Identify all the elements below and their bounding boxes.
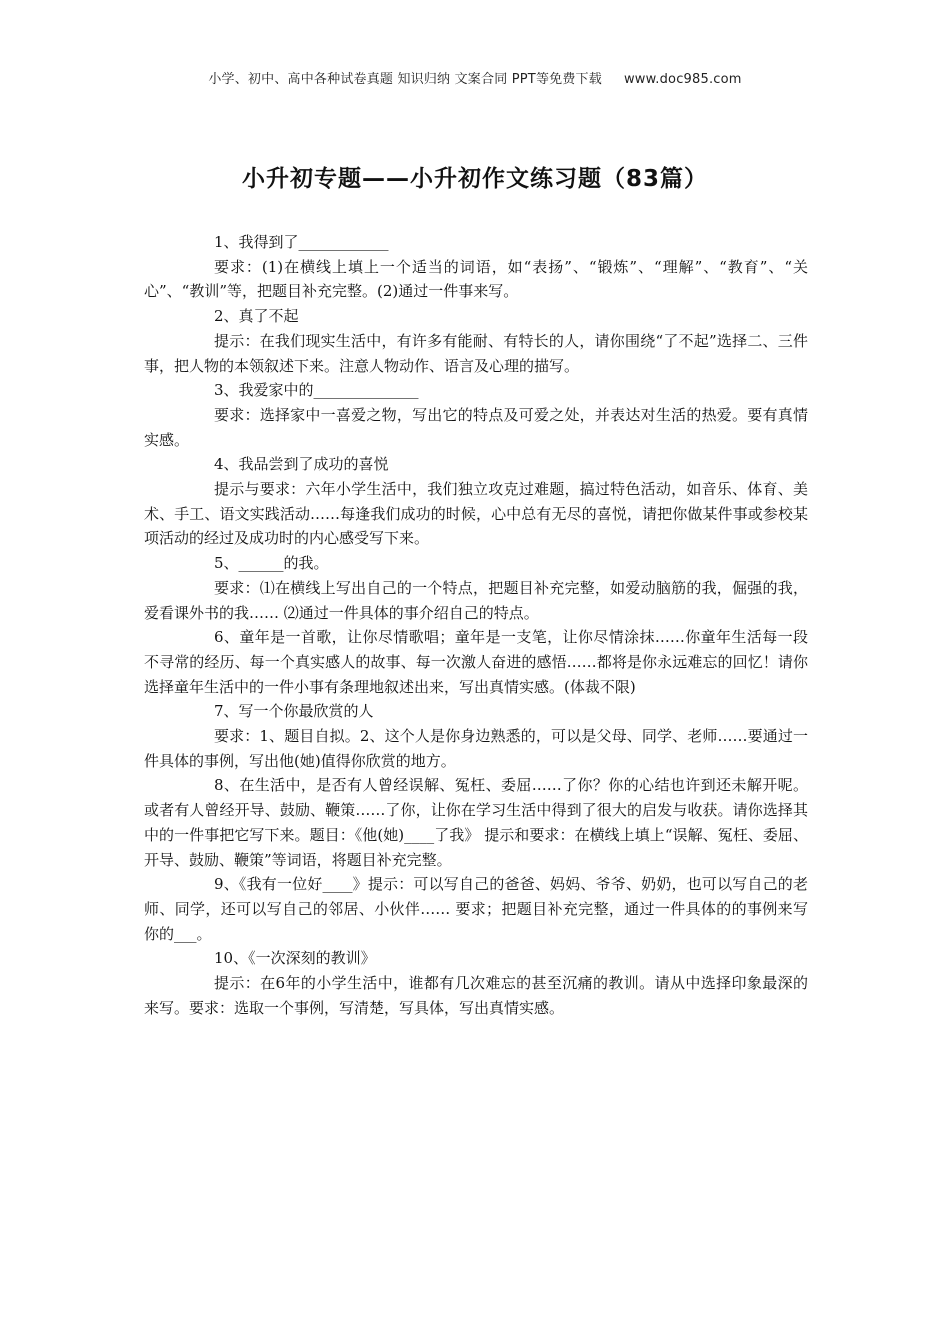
prompt-requirement: 要求：选择家中一喜爱之物，写出它的特点及可爱之处，并表达对生活的热爱。要有真情实感。 — [144, 405, 808, 449]
prompt-combined: 6、童年是一首歌，让你尽情歌唱；童年是一支笔，让你尽情涂抹……你童年生活每一段不寻常的经历、每一个真实感人的故事、每一次激人奋进的感悟……都将是你永远难忘的回忆！请你选择童年生活中的一件小事有条理地叙述出来，写出真情实感。(体裁不限) — [144, 628, 808, 696]
prompt-combined: 8、在生活中，是否有人曾经误解、冤枉、委屈……了你？你的心结也许到还未解开呢。或者有人曾经开导、鼓励、鞭策……了你，让你在学习生活中得到了很大的启发与收获。请你选择其中的一件事把它写下来。题目：《他(她)____了我》 提示和要求：在横线上填上“误解、冤枉、委屈、开导、鼓励、鞭策”等词语，将题目补充完整。 — [144, 776, 808, 869]
prompt-title: 10、《一次深刻的教训》 — [214, 949, 376, 968]
prompt-title: 1、我得到了____________ — [214, 233, 389, 251]
prompt-requirement: 要求：(1)在横线上填上一个适当的词语，如“表扬”、“锻炼”、“理解”、“教育”、“关心”、“教训”等，把题目补充完整。(2)通过一件事来写。 — [144, 257, 808, 301]
prompt-combined: 9、《我有一位好____》提示：可以写自己的爸爸、妈妈、爷爷、奶奶，也可以写自己的老师、同学，还可以写自己的邻居、小伙伴…… 要求；把题目补充完整，通过一件具体的的事例来写你的___。 — [144, 875, 808, 943]
prompt-title: 2、真了不起 — [214, 307, 299, 326]
header-text: 小学、初中、高中各种试卷真题 知识归纳 文案合同 PPT等免费下载 — [208, 72, 602, 87]
prompt-requirement: 提示与要求：六年小学生活中，我们独立攻克过难题，搞过特色活动，如音乐、体育、美术、手工、语文实践活动……每逢我们成功的时候，心中总有无尽的喜悦，请把你做某件事或参校某项活动的经过及成功时的内心感受写下来。 — [144, 480, 808, 548]
document-title: 小升初专题——小升初作文练习题（83篇） — [241, 166, 708, 192]
page-header — [0, 68, 950, 87]
prompt-title: 4、我品尝到了成功的喜悦 — [214, 455, 389, 474]
document-body — [144, 230, 808, 1021]
prompt-requirement: 提示：在6年的小学生活中，谁都有几次难忘的甚至沉痛的教训。请从中选择印象最深的来写。要求：选取一个事例，写清楚，写具体，写出真情实感。 — [144, 974, 808, 1017]
prompt-requirement: 提示：在我们现实生活中，有许多有能耐、有特长的人，请你围绕“了不起”选择二、三件事，把人物的本领叙述下来。注意人物动作、语言及心理的描写。 — [144, 331, 808, 375]
prompt-requirement: 要求：1、题目自拟。2、这个人是你身边熟悉的，可以是父母、同学、老师……要通过一件具体的事例，写出他(她)值得你欣赏的地方。 — [144, 727, 808, 770]
prompt-title: 3、我爱家中的______________ — [214, 381, 419, 400]
prompt-title: 7、写一个你最欣赏的人 — [214, 702, 374, 721]
header-site-link[interactable]: www.doc985.com — [623, 72, 742, 87]
prompt-title: 5、______的我。 — [214, 554, 329, 573]
prompt-requirement: 要求：⑴在横线上写出自己的一个特点，把题目补充完整，如爱动脑筋的我，倔强的我，爱看课外书的我…… ⑵通过一件具体的事介绍自己的特点。 — [144, 578, 808, 622]
